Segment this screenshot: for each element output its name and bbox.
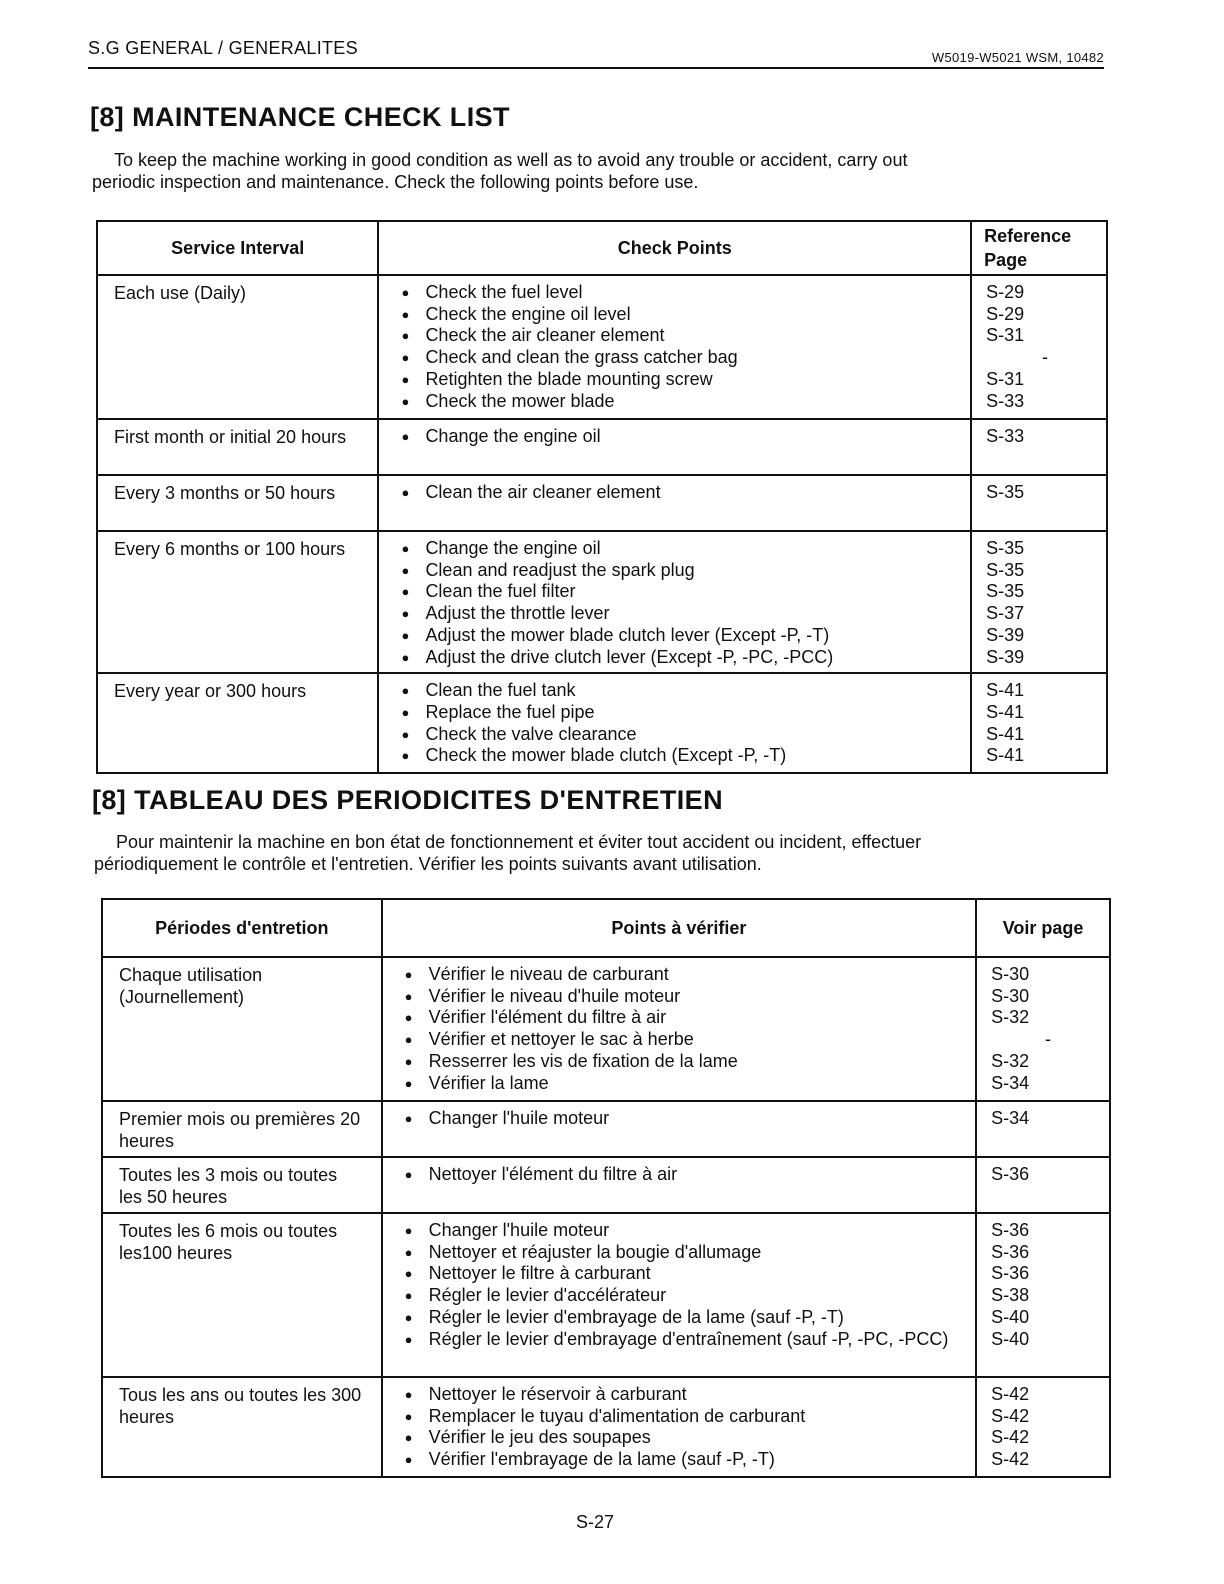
reference-page-cell [976, 1157, 1110, 1213]
service-interval-cell: Toutes les 6 mois ou toutes les100 heures [102, 1213, 382, 1377]
check-points-cell [382, 957, 977, 1101]
column-header-check-points: Check Points [378, 221, 971, 275]
maintenance-table-french [101, 898, 1111, 1478]
reference-page-cell [976, 1101, 1110, 1157]
check-points-cell [382, 1101, 977, 1157]
check-points-list [405, 1108, 964, 1130]
check-point-item: ● Régler le levier d'embrayage de la lame (sauf -P, -T) [405, 1307, 964, 1329]
reference-page-item: S-35 [986, 482, 1025, 502]
table-row [102, 1213, 1110, 1377]
check-point-item: ● Check the engine oil level [401, 304, 958, 326]
service-interval-cell: Chaque utilisation (Journellement) [102, 957, 382, 1101]
reference-page-item: S-39 [986, 646, 1025, 667]
reference-page-cell [971, 419, 1107, 475]
check-points-list [401, 282, 958, 412]
check-points-cell [378, 275, 971, 419]
check-point-item: ● Adjust the drive clutch lever (Except -P, -PC, -PCC) [401, 647, 958, 669]
column-header-service-interval: Service Interval [97, 221, 378, 275]
reference-page-item: S-31 [986, 368, 1025, 389]
check-point-item: ● Change the engine oil [401, 426, 958, 448]
check-point-item: ● Check the fuel level [401, 282, 958, 304]
check-point-item: ● Changer l'huile moteur [405, 1108, 964, 1130]
check-point-item: ● Check the air cleaner element [401, 325, 958, 347]
check-point-item: ● Vérifier le jeu des soupapes [405, 1427, 964, 1449]
reference-page-item: S-36 [991, 1241, 1030, 1262]
reference-page-item: S-41 [986, 745, 1025, 766]
reference-page-list [991, 1220, 1099, 1350]
reference-page-list [991, 1164, 1099, 1186]
check-point-item: ● Check the mower blade [401, 391, 958, 413]
english-intro [92, 149, 1096, 193]
check-points-cell [382, 1157, 977, 1213]
check-point-item: ● Nettoyer et réajuster la bougie d'allumage [405, 1242, 964, 1264]
reference-page-item: S-35 [986, 581, 1025, 602]
table-row [97, 475, 1107, 531]
reference-page-list [991, 964, 1099, 1094]
reference-page-list [986, 426, 1096, 448]
reference-page-item: S-41 [986, 701, 1025, 722]
check-point-item: ● Clean the fuel filter [401, 581, 958, 603]
reference-page-item: S-35 [986, 559, 1025, 580]
check-points-list [401, 680, 958, 767]
check-point-item: ● Check and clean the grass catcher bag [401, 347, 958, 369]
reference-page-item: S-31 [986, 325, 1025, 346]
reference-page-list [986, 282, 1096, 412]
french-intro-line-1: Pour maintenir la machine en bon état de fonctionnement et éviter tout accident ou incident, effectuer [116, 832, 922, 852]
check-points-cell [378, 531, 971, 673]
reference-page-list [986, 482, 1096, 504]
check-points-list [405, 964, 964, 1094]
french-intro-line-2: périodiquement le contrôle et l'entretien. Vérifier les points suivants avant utilisation. [94, 854, 762, 874]
reference-page-item: S-42 [991, 1384, 1030, 1404]
check-points-cell [382, 1213, 977, 1377]
service-interval-cell: Every 6 months or 100 hours [97, 531, 378, 673]
check-points-list [405, 1220, 964, 1350]
check-point-item: ● Adjust the throttle lever [401, 603, 958, 625]
check-point-item: ● Changer l'huile moteur [405, 1220, 964, 1242]
reference-page-item: S-40 [991, 1306, 1030, 1327]
reference-page-list [991, 1108, 1099, 1130]
check-point-item: ● Check the valve clearance [401, 724, 958, 746]
check-points-list [401, 482, 958, 504]
header-divider [88, 67, 1104, 69]
reference-page-item: S-32 [991, 1007, 1030, 1028]
reference-page-item: S-36 [991, 1263, 1030, 1284]
reference-page-item: S-39 [986, 624, 1025, 645]
check-point-item: ● Change the engine oil [401, 538, 958, 560]
table-row [102, 1157, 1110, 1213]
reference-page-cell [971, 673, 1107, 773]
reference-page-item: S-33 [986, 390, 1025, 411]
page-number: S-27 [575, 1512, 615, 1532]
check-point-item: ● Adjust the mower blade clutch lever (Except -P, -T) [401, 625, 958, 647]
english-intro-line-2: periodic inspection and maintenance. Check the following points before use. [92, 172, 699, 192]
french-title: [8] TABLEAU DES PERIODICITES D'ENTRETIEN [92, 785, 723, 815]
reference-page-item: S-38 [991, 1285, 1030, 1306]
check-point-item: ● Clean the fuel tank [401, 680, 958, 702]
reference-page-cell [971, 275, 1107, 419]
maintenance-table-english [96, 220, 1108, 774]
reference-page-cell [976, 957, 1110, 1101]
check-points-list [405, 1164, 964, 1186]
reference-page-list [986, 538, 1096, 668]
check-points-list [401, 538, 958, 668]
check-points-list [401, 426, 958, 448]
reference-page-item: S-42 [991, 1449, 1030, 1470]
reference-page-item: S-30 [991, 985, 1030, 1006]
reference-page-list [991, 1384, 1099, 1471]
check-point-item: ● Nettoyer le filtre à carburant [405, 1263, 964, 1285]
check-point-item: ● Vérifier la lame [405, 1073, 964, 1095]
english-title: [8] MAINTENANCE CHECK LIST [90, 102, 510, 132]
check-point-item: ● Retighten the blade mounting screw [401, 369, 958, 391]
reference-page-item: S-41 [986, 680, 1025, 701]
column-header-reference-page: Reference Page [971, 221, 1107, 275]
service-interval-cell: Every year or 300 hours [97, 673, 378, 773]
check-point-item: ● Nettoyer l'élément du filtre à air [405, 1164, 964, 1186]
reference-page-item: S-40 [991, 1328, 1030, 1349]
table-row [97, 275, 1107, 419]
check-point-item: ● Clean and readjust the spark plug [401, 560, 958, 582]
reference-page-item: S-33 [986, 426, 1025, 446]
reference-page-item: S-36 [991, 1220, 1030, 1240]
reference-page-item: S-30 [991, 964, 1030, 984]
check-point-item: ● Vérifier le niveau de carburant [405, 964, 964, 986]
check-points-cell [378, 673, 971, 773]
reference-page-item: S-36 [991, 1164, 1030, 1184]
table-row [97, 531, 1107, 673]
english-intro-line-1: To keep the machine working in good condition as well as to avoid any trouble or accident, carry out [114, 150, 908, 170]
check-point-item: ● Vérifier l'embrayage de la lame (sauf -P, -T) [405, 1449, 964, 1471]
reference-page-item: S-37 [986, 603, 1025, 624]
check-points-list [405, 1384, 964, 1471]
reference-page-item: S-34 [991, 1108, 1030, 1128]
check-point-item: ● Vérifier le niveau d'huile moteur [405, 986, 964, 1008]
table-row [102, 957, 1110, 1101]
reference-page-cell [971, 475, 1107, 531]
table-row [102, 1377, 1110, 1477]
check-point-item: ● Vérifier l'élément du filtre à air [405, 1007, 964, 1029]
check-point-item: ● Clean the air cleaner element [401, 482, 958, 504]
table-row [97, 673, 1107, 773]
reference-page-item: S-34 [991, 1072, 1030, 1093]
reference-page-item: S-42 [991, 1427, 1030, 1448]
reference-page-item: S-29 [986, 282, 1025, 302]
reference-page-item: S-35 [986, 538, 1025, 558]
column-header-voir-page: Voir page [976, 899, 1110, 957]
service-interval-cell: Each use (Daily) [97, 275, 378, 419]
check-point-item: ● Régler le levier d'accélérateur [405, 1285, 964, 1307]
check-point-item: ● Régler le levier d'embrayage d'entraînement (sauf -P, -PC, -PCC) [405, 1329, 964, 1351]
reference-page-item: S-41 [986, 723, 1025, 744]
check-point-item: ● Replace the fuel pipe [401, 702, 958, 724]
check-point-item: ● Nettoyer le réservoir à carburant [405, 1384, 964, 1406]
reference-page-item: - [1042, 347, 1048, 368]
check-points-cell [378, 419, 971, 475]
check-point-item: ● Remplacer le tuyau d'alimentation de carburant [405, 1406, 964, 1428]
service-interval-cell: Tous les ans ou toutes les 300 heures [102, 1377, 382, 1477]
reference-page-cell [976, 1377, 1110, 1477]
check-points-cell [378, 475, 971, 531]
document-reference: W5019-W5021 WSM, 10482 [931, 50, 1104, 65]
section-header: S.G GENERAL / GENERALITES [88, 38, 358, 58]
check-point-item: ● Resserrer les vis de fixation de la lame [405, 1051, 964, 1073]
reference-page-item: - [1045, 1029, 1051, 1050]
column-header-periodes: Périodes d'entretion [102, 899, 382, 957]
french-intro [94, 831, 1098, 875]
reference-page-item: S-32 [991, 1050, 1030, 1071]
reference-page-cell [976, 1213, 1110, 1377]
column-header-points: Points à vérifier [382, 899, 977, 957]
check-point-item: ● Vérifier et nettoyer le sac à herbe [405, 1029, 964, 1051]
table-row [102, 1101, 1110, 1157]
service-interval-cell: Every 3 months or 50 hours [97, 475, 378, 531]
check-point-item: ● Check the mower blade clutch (Except -P, -T) [401, 745, 958, 767]
service-interval-cell: Toutes les 3 mois ou toutes les 50 heures [102, 1157, 382, 1213]
table-row [97, 419, 1107, 475]
check-points-cell [382, 1377, 977, 1477]
reference-page-list [986, 680, 1096, 767]
service-interval-cell: First month or initial 20 hours [97, 419, 378, 475]
reference-page-item: S-42 [991, 1405, 1030, 1426]
reference-page-cell [971, 531, 1107, 673]
reference-page-item: S-29 [986, 303, 1025, 324]
service-interval-cell: Premier mois ou premières 20 heures [102, 1101, 382, 1157]
